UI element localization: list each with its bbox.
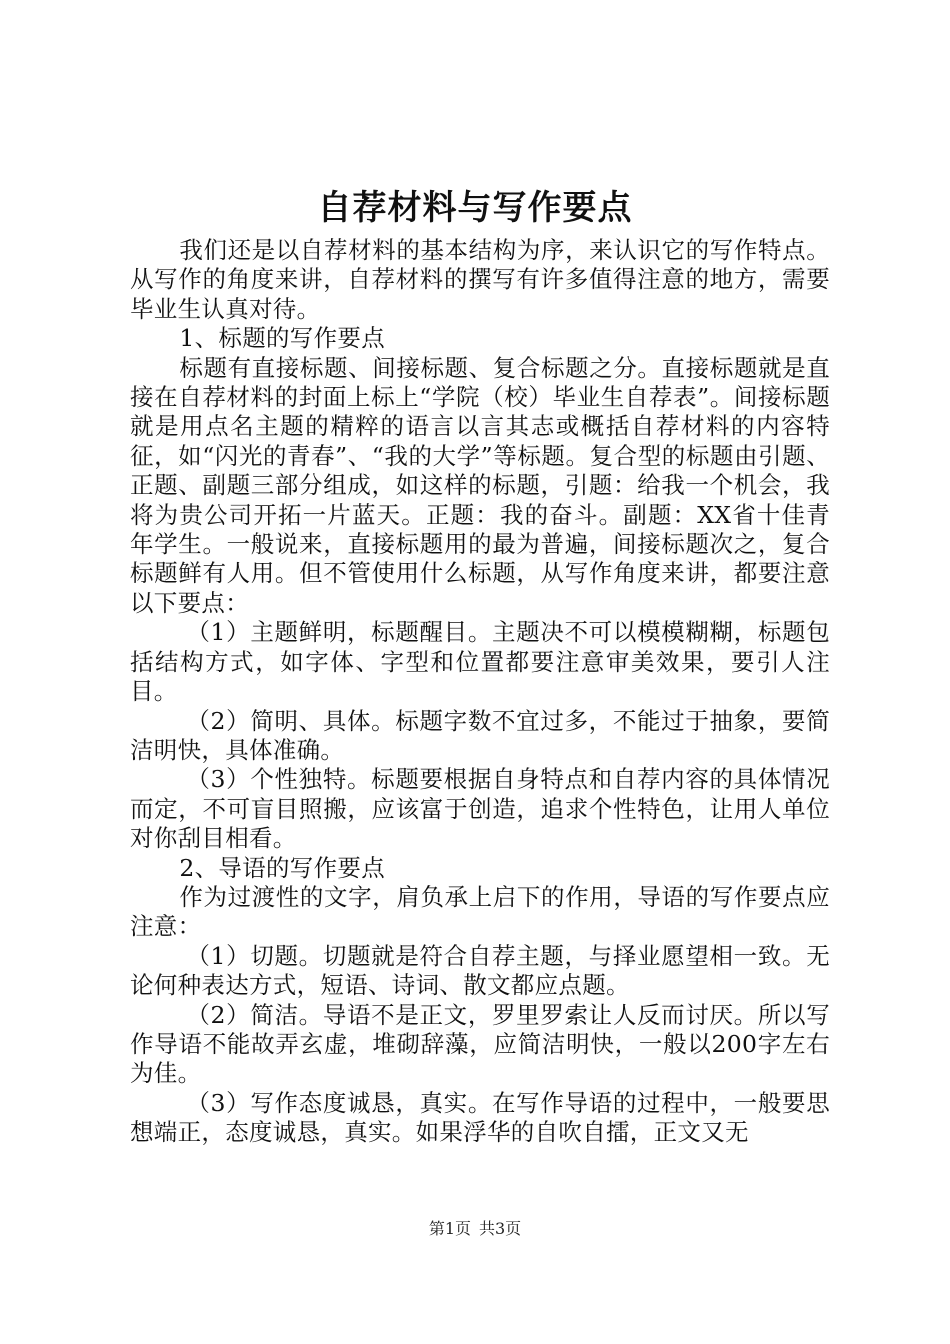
title-point-1: （1）主题鲜明，标题醒目。主题决不可以模模糊糊，标题包括结构方式，如字体、字型和位置都要注意审美效果，要引人注目。: [130, 618, 830, 706]
title-point-2: （2）简明、具体。标题字数不宜过多，不能过于抽象，要简洁明快，具体准确。: [130, 706, 830, 764]
page-total: 共3页: [479, 1219, 522, 1238]
intro-paragraph: 我们还是以自荐材料的基本结构为序，来认识它的写作特点。从写作的角度来讲，自荐材料的撰写有许多值得注意的地方，需要毕业生认真对待。: [130, 236, 830, 323]
lead-intro-paragraph: 作为过渡性的文字，肩负承上启下的作用，导语的写作要点应注意：: [130, 882, 830, 941]
page-footer: [0, 1218, 950, 1240]
lead-point-2: （2）简洁。导语不是正文，罗里罗索让人反而讨厌。所以写作导语不能故弄玄虚，堆砌辞藻，应简洁明快，一般以200字左右为佳。: [130, 1000, 830, 1088]
document-title: 自荐材料与写作要点: [317, 188, 633, 228]
section-heading-title: 1、标题的写作要点: [179, 324, 385, 353]
document-body: [130, 236, 830, 1148]
page-number: 第1页: [428, 1219, 471, 1238]
lead-point-3: （3）写作态度诚恳，真实。在写作导语的过程中，一般要思想端正，态度诚恳，真实。如果浮华的自吹自擂，正文又无: [130, 1088, 830, 1147]
section-heading-lead: 2、导语的写作要点: [179, 853, 385, 882]
title-types-paragraph: 标题有直接标题、间接标题、复合标题之分。直接标题就是直接在自荐材料的封面上标上“学院（校）毕业生自荐表”。间接标题就是用点名主题的精粹的语言以言其志或概括自荐材料的内容特征，如“闪光的青春”、“我的大学”等标题。复合型的标题由引题、正题、副题三部分组成，如这样的标题，引题：给我一个机会，我将为贵公司开拓一片蓝天。正题：我的奋斗。副题：XX省十佳青年学生。一般说来，直接标题用的最为普遍，间接标题次之，复合标题鲜有人用。但不管使用什么标题，从写作角度来讲，都要注意以下要点：: [130, 353, 830, 617]
title-point-3: （3）个性独特。标题要根据自身特点和自荐内容的具体情况而定，不可盲目照搬，应该富于创造，追求个性特色，让用人单位对你刮目相看。: [130, 765, 830, 853]
lead-point-1: （1）切题。切题就是符合自荐主题，与择业愿望相一致。无论何种表达方式，短语、诗词、散文都应点题。: [130, 941, 830, 1000]
